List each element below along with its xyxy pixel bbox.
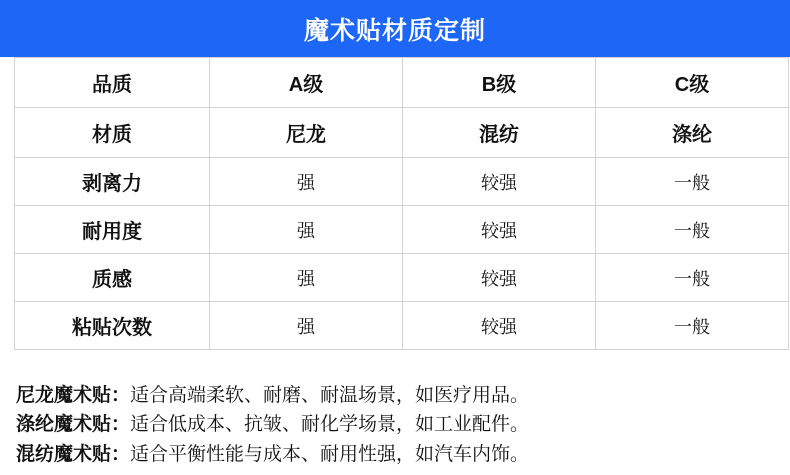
- page-title-bar: [0, 0, 790, 57]
- cell-material-b: 混纺: [403, 108, 596, 158]
- cell-durability-a: 强: [210, 206, 403, 254]
- cell-texture-c: 一般: [596, 254, 789, 302]
- row-label-texture: 质感: [15, 254, 210, 302]
- table-row: [15, 206, 789, 254]
- cell-stick-cycles-a: 强: [210, 302, 403, 350]
- cell-texture-b: 较强: [403, 254, 596, 302]
- row-label-durability: 耐用度: [15, 206, 210, 254]
- note-nylon-text: 适合高端柔软、耐磨、耐温场景，如医疗用品。: [130, 384, 530, 406]
- cell-material-c: 涤纶: [596, 108, 789, 158]
- spec-table: [14, 57, 789, 350]
- table-row: [15, 108, 789, 158]
- cell-stick-cycles-c: 一般: [596, 302, 789, 350]
- table-row: [15, 158, 789, 206]
- note-polyester-text: 适合低成本、抗皱、耐化学场景，如工业配件。: [130, 414, 530, 436]
- column-header-grade-a: A级: [210, 58, 403, 108]
- cell-texture-a: 强: [210, 254, 403, 302]
- column-header-grade-c: C级: [596, 58, 789, 108]
- column-header-quality: 品质: [15, 58, 210, 108]
- cell-peel-strength-b: 较强: [403, 158, 596, 206]
- row-label-material: 材质: [15, 108, 210, 158]
- note-blended: [16, 440, 774, 469]
- spec-table-container: [0, 57, 790, 371]
- table-row: [15, 302, 789, 350]
- page-title: 魔术贴材质定制: [303, 16, 486, 45]
- table-row: [15, 254, 789, 302]
- column-header-grade-b: B级: [403, 58, 596, 108]
- cell-durability-c: 一般: [596, 206, 789, 254]
- notes-section: [0, 371, 790, 475]
- note-blended-lead: 混纺魔术贴：: [16, 443, 131, 465]
- cell-material-a: 尼龙: [210, 108, 403, 158]
- note-nylon: [16, 381, 774, 410]
- cell-durability-b: 较强: [403, 206, 596, 254]
- note-blended-text: 适合平衡性能与成本、耐用性强，如汽车内饰。: [130, 443, 530, 465]
- cell-stick-cycles-b: 较强: [403, 302, 596, 350]
- row-label-peel-strength: 剥离力: [15, 158, 210, 206]
- note-polyester: [16, 410, 774, 439]
- cell-peel-strength-c: 一般: [596, 158, 789, 206]
- note-polyester-lead: 涤纶魔术贴：: [16, 414, 131, 436]
- cell-peel-strength-a: 强: [210, 158, 403, 206]
- note-nylon-lead: 尼龙魔术贴：: [16, 384, 131, 406]
- table-header-row: [15, 58, 789, 108]
- row-label-stick-cycles: 粘贴次数: [15, 302, 210, 350]
